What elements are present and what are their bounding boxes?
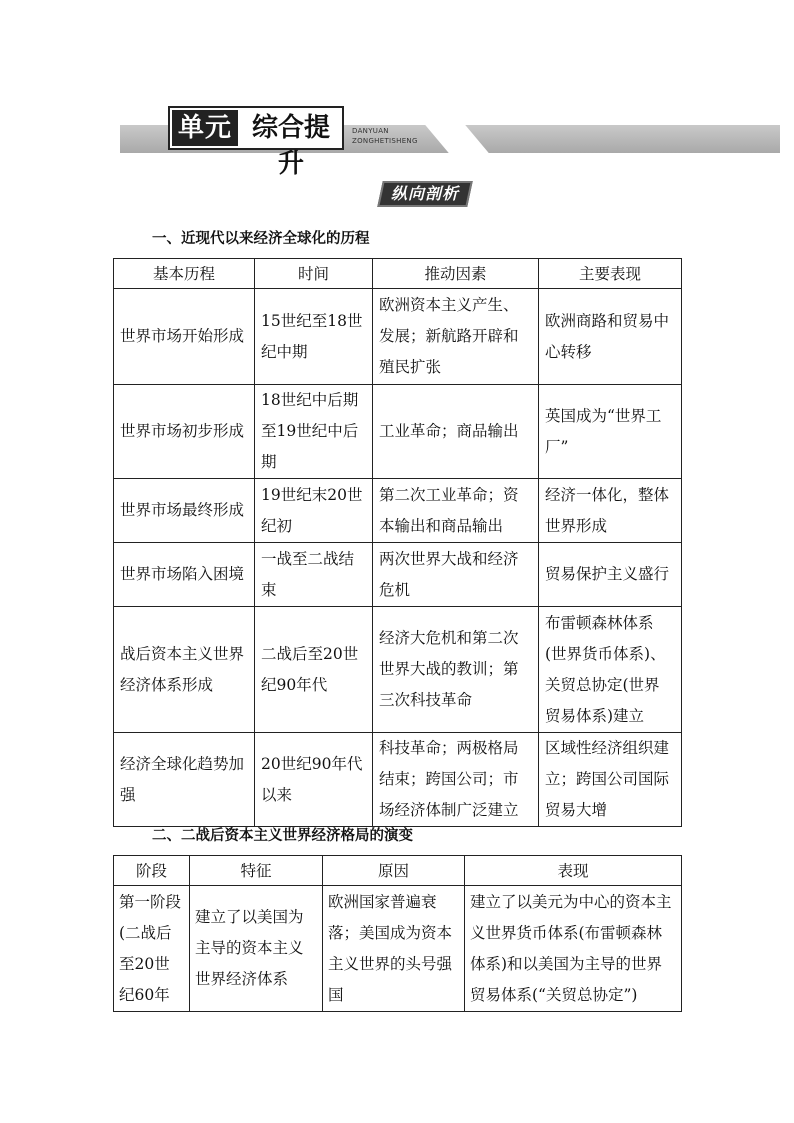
header-cell: 表现 [465, 856, 682, 886]
table-cell: 20世纪90年代以来 [255, 733, 373, 827]
table-cell: 区域性经济组织建立；跨国公司国际贸易大增 [539, 733, 682, 827]
table-cell: 世界市场最终形成 [114, 479, 255, 543]
table-cell: 世界市场开始形成 [114, 289, 255, 385]
table-cell: 欧洲商路和贸易中心转移 [539, 289, 682, 385]
table-cell: 两次世界大战和经济危机 [373, 543, 539, 607]
badge-label: 纵向剖析 [390, 184, 459, 203]
table-cell: 欧洲国家普遍衰落；美国成为资本主义世界的头号强国 [323, 886, 465, 1012]
table-cell: 欧洲资本主义产生、发展；新航路开辟和殖民扩张 [373, 289, 539, 385]
table-cell: 科技革命；两极格局结束；跨国公司；市场经济体制广泛建立 [373, 733, 539, 827]
table-row [114, 385, 682, 479]
table-cell: 工业革命；商品输出 [373, 385, 539, 479]
table-row [114, 607, 682, 733]
table-cell: 经济全球化趋势加强 [114, 733, 255, 827]
pinyin-line2: ZONGHETISHENG [352, 137, 418, 145]
table-cell: 经济大危机和第二次世界大战的教训；第三次科技革命 [373, 607, 539, 733]
table-cell: 世界市场陷入困境 [114, 543, 255, 607]
section-badge [377, 181, 473, 207]
banner-title-part2: 综合提升 [242, 110, 340, 146]
table-row [114, 733, 682, 827]
table-cell: 经济一体化，整体世界形成 [539, 479, 682, 543]
table-cell: 世界市场初步形成 [114, 385, 255, 479]
header-cell: 时间 [255, 259, 373, 289]
table-cell: 15世纪至18世纪中期 [255, 289, 373, 385]
header-cell: 原因 [323, 856, 465, 886]
section2-heading: 二、二战后资本主义世界经济格局的演变 [152, 828, 413, 844]
section1-heading: 一、近现代以来经济全球化的历程 [152, 231, 370, 247]
table-cell: 建立了以美国为主导的资本主义世界经济体系 [190, 886, 323, 1012]
banner-title-part1: 单元 [172, 110, 238, 146]
header-cell: 基本历程 [114, 259, 255, 289]
header-cell: 特征 [190, 856, 323, 886]
table-row [114, 479, 682, 543]
postwar-economy-table [113, 855, 682, 1012]
header-cell: 阶段 [114, 856, 190, 886]
table-cell: 19世纪末20世纪初 [255, 479, 373, 543]
header-cell: 推动因素 [373, 259, 539, 289]
table-header-row [114, 856, 682, 886]
table-cell: 二战后至20世纪90年代 [255, 607, 373, 733]
table-header-row [114, 259, 682, 289]
header-cell: 主要表现 [539, 259, 682, 289]
table-row [114, 289, 682, 385]
unit-banner-title [168, 106, 344, 179]
banner-pinyin [352, 126, 418, 146]
table-cell: 第一阶段(二战后至20世纪60年 [114, 886, 190, 1012]
table-cell: 第二次工业革命；资本输出和商品输出 [373, 479, 539, 543]
table-cell: 一战至二战结束 [255, 543, 373, 607]
table-cell: 18世纪中后期至19世纪中后期 [255, 385, 373, 479]
table-cell: 贸易保护主义盛行 [539, 543, 682, 607]
table-cell: 建立了以美元为中心的资本主义世界货币体系(布雷顿森林体系)和以美国为主导的世界贸易体系(“关贸总协定”) [465, 886, 682, 1012]
pinyin-line1: DANYUAN [352, 127, 389, 135]
table-cell: 布雷顿森林体系(世界货币体系)、关贸总协定(世界贸易体系)建立 [539, 607, 682, 733]
table-row [114, 543, 682, 607]
table-cell: 战后资本主义世界经济体系形成 [114, 607, 255, 733]
globalization-history-table [113, 258, 682, 827]
table-row [114, 886, 682, 1012]
table-cell: 英国成为“世界工厂” [539, 385, 682, 479]
